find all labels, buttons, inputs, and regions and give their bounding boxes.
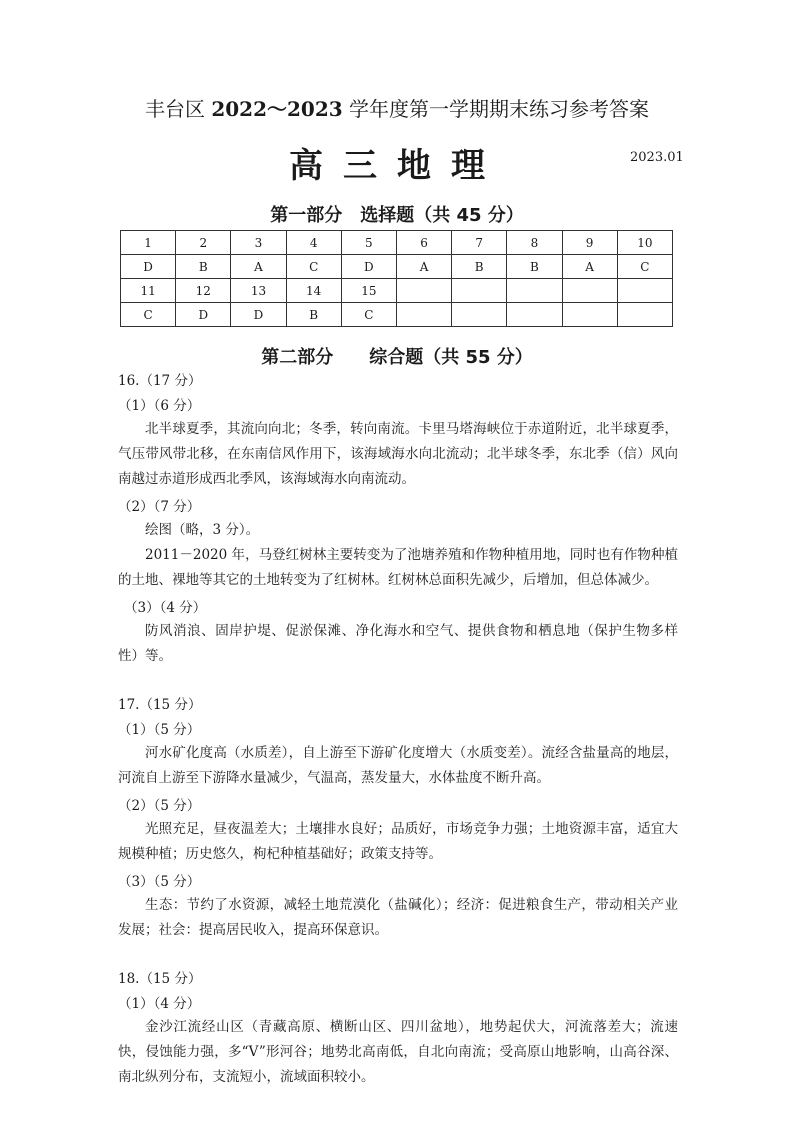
- table-cell: A: [562, 255, 617, 279]
- table-cell: [617, 303, 672, 327]
- table-row: [121, 255, 673, 279]
- table-cell: 13: [231, 279, 286, 303]
- question-17-head: 17.（15 分）: [118, 697, 202, 713]
- q17-sub3-label: （3）（5 分）: [118, 874, 201, 890]
- title-prefix: 丰台区: [144, 97, 212, 121]
- table-cell: B: [452, 255, 507, 279]
- table-cell: [507, 279, 562, 303]
- table-cell: 12: [176, 279, 231, 303]
- table-cell: [562, 303, 617, 327]
- table-cell: [396, 279, 451, 303]
- table-cell: 7: [452, 231, 507, 255]
- q18-sub1-label: （1）（4 分）: [118, 996, 201, 1012]
- table-cell: 5: [341, 231, 396, 255]
- part1-title: 第一部分 选择题（共 45 分）: [270, 205, 524, 226]
- table-cell: 6: [396, 231, 451, 255]
- table-cell: 10: [617, 231, 672, 255]
- table-cell: D: [231, 303, 286, 327]
- spacer: [118, 669, 678, 695]
- table-cell: 8: [507, 231, 562, 255]
- question-16-head: 16.（17 分）: [118, 373, 202, 389]
- table-cell: B: [176, 255, 231, 279]
- table-row: [121, 279, 673, 303]
- table-cell: C: [617, 255, 672, 279]
- table-cell: D: [121, 255, 176, 279]
- table-cell: 15: [341, 279, 396, 303]
- table-cell: A: [396, 255, 451, 279]
- table-row: [121, 303, 673, 327]
- table-cell: A: [231, 255, 286, 279]
- q16-sub2-answer-drawing: 绘图（略，3 分）。: [145, 522, 260, 538]
- q16-sub2-label: （2）（7 分）: [118, 499, 201, 515]
- table-cell: B: [507, 255, 562, 279]
- q17-sub1-label: （1）（5 分）: [118, 722, 201, 738]
- title-years: 2022～2023: [211, 97, 343, 121]
- q16-sub2-answer: 2011－2020 年，马登红树林主要转变为了池塘养殖和作物种植用地，同时也有作物种植的土地、裸地等其它的土地转变为了红树林。红树林总面积先减少，后增加，但总体减少。: [118, 547, 678, 588]
- table-cell: C: [341, 303, 396, 327]
- table-cell: [452, 279, 507, 303]
- table-cell: C: [121, 303, 176, 327]
- table-cell: 1: [121, 231, 176, 255]
- q16-sub3-label: （3）（4 分）: [124, 600, 207, 616]
- table-cell: 14: [286, 279, 341, 303]
- title-suffix: 学年度第一学期期末练习参考答案: [342, 97, 650, 121]
- subject-title: 高三地理: [289, 146, 505, 186]
- spacer: [118, 943, 678, 969]
- table-cell: C: [286, 255, 341, 279]
- q18-sub1-answer: 金沙江流经山区（青藏高原、横断山区、四川盆地），地势起伏大，河流落差大；流速快，侵蚀能力强，多“V”形河谷；地势北高南低，自北向南流；受高原山地影响，山高谷深、南北纵列分布，支流短小，流域面积较小。: [118, 1019, 678, 1085]
- document-title: [0, 93, 794, 122]
- q16-sub3-answer: 防风消浪、固岸护堤、促淤保滩、净化海水和空气、提供食物和栖息地（保护生物多样性）等。: [118, 623, 678, 664]
- exam-date: 2023.01: [630, 150, 684, 165]
- table-cell: B: [286, 303, 341, 327]
- q17-sub2-answer: 光照充足，昼夜温差大；土壤排水良好；品质好，市场竞争力强；土地资源丰富，适宜大规模种植；历史悠久，枸杞种植基础好；政策支持等。: [118, 821, 678, 862]
- q16-sub1-answer: 北半球夏季，其流向向北；冬季，转向南流。卡里马塔海峡位于赤道附近，北半球夏季，气压带风带北移，在东南信风作用下，该海域海水向北流动；北半球冬季，东北季（信）风向南越过赤道形成西北季风，该海域海水向南流动。: [118, 421, 678, 487]
- q17-sub3-answer: 生态：节约了水资源，减轻土地荒漠化（盐碱化）；经济：促进粮食生产，带动相关产业发展；社会：提高居民收入，提高环保意识。: [118, 897, 678, 938]
- table-cell: 3: [231, 231, 286, 255]
- part2-title: 第二部分 综合题（共 55 分）: [261, 347, 533, 368]
- table-cell: [452, 303, 507, 327]
- table-cell: [617, 279, 672, 303]
- answers-body: [118, 371, 678, 1090]
- table-cell: [396, 303, 451, 327]
- table-cell: 2: [176, 231, 231, 255]
- table-cell: 11: [121, 279, 176, 303]
- q17-sub2-label: （2）（5 分）: [118, 798, 201, 814]
- answer-table: [120, 230, 673, 327]
- table-cell: [507, 303, 562, 327]
- table-cell: 9: [562, 231, 617, 255]
- q16-sub1-label: （1）（6 分）: [118, 398, 201, 414]
- table-cell: 4: [286, 231, 341, 255]
- q17-sub1-answer: 河水矿化度高（水质差），自上游至下游矿化度增大（水质变差）。流经含盐量高的地层，河流自上游至下游降水量减少，气温高，蒸发量大，水体盐度不断升高。: [118, 745, 678, 786]
- table-cell: [562, 279, 617, 303]
- table-row: [121, 231, 673, 255]
- question-18-head: 18.（15 分）: [118, 971, 202, 987]
- table-cell: D: [341, 255, 396, 279]
- table-cell: D: [176, 303, 231, 327]
